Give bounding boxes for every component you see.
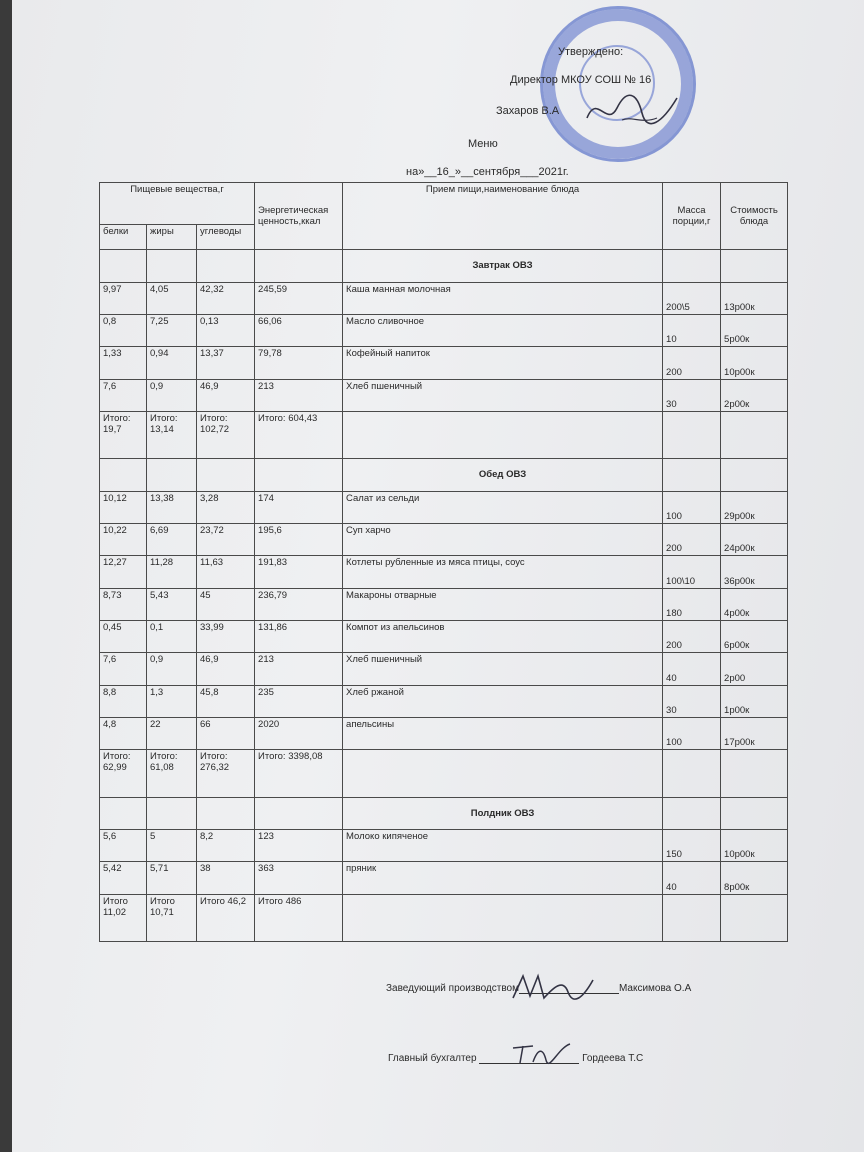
energy-cell: 195,6: [255, 523, 343, 555]
mass-cell: 40: [663, 653, 721, 685]
fat-cell: 13,38: [147, 491, 197, 523]
fat-cell: 11,28: [147, 556, 197, 588]
dish-cell: Хлеб пшеничный: [343, 379, 663, 411]
mass-cell: 200: [663, 347, 721, 379]
price-cell: 6р00к: [721, 620, 788, 652]
total-row: [100, 894, 788, 941]
price-cell: 10р00к: [721, 829, 788, 861]
mass-cell: 200: [663, 523, 721, 555]
carbs-cell: 46,9: [197, 379, 255, 411]
price-cell: 36р00к: [721, 556, 788, 588]
protein-cell: 1,33: [100, 347, 147, 379]
carbs-cell: 66: [197, 717, 255, 749]
manager-label: Заведующий производством: [386, 983, 519, 994]
price-cell: 8р00к: [721, 862, 788, 894]
table-row: [100, 379, 788, 411]
mass-cell: 100\10: [663, 556, 721, 588]
mass-cell: 100: [663, 717, 721, 749]
carbs-cell: 38: [197, 862, 255, 894]
total-energy: Итого: 604,43: [255, 411, 343, 458]
energy-cell: 79,78: [255, 347, 343, 379]
menu-date: на»__16_»__сентября___2021г.: [406, 166, 569, 178]
carbs-cell: 8,2: [197, 829, 255, 861]
total-energy: Итого 486: [255, 894, 343, 941]
dish-cell: Хлеб пшеничный: [343, 653, 663, 685]
energy-cell: 174: [255, 491, 343, 523]
price-cell: 4р00к: [721, 588, 788, 620]
carbs-cell: 3,28: [197, 491, 255, 523]
carbs-cell: 11,63: [197, 556, 255, 588]
carbs-cell: 45: [197, 588, 255, 620]
page-title: Меню: [468, 138, 498, 150]
col-carbs: углеводы: [197, 225, 255, 250]
carbs-cell: 0,13: [197, 314, 255, 346]
dish-cell: Суп харчо: [343, 523, 663, 555]
price-cell: 10р00к: [721, 347, 788, 379]
total-protein: Итого: 19,7: [100, 411, 147, 458]
fat-cell: 0,9: [147, 379, 197, 411]
col-fat: жиры: [147, 225, 197, 250]
col-protein: белки: [100, 225, 147, 250]
approved-label: Утверждено:: [558, 46, 624, 58]
energy-cell: 191,83: [255, 556, 343, 588]
col-energy: Энергетическая ценность,ккал: [255, 183, 343, 250]
col-nutrients: Пищевые вещества,г: [100, 183, 255, 225]
price-cell: 29р00к: [721, 491, 788, 523]
total-energy: Итого: 3398,08: [255, 750, 343, 797]
table-row: [100, 347, 788, 379]
protein-cell: 8,73: [100, 588, 147, 620]
mass-cell: 150: [663, 829, 721, 861]
table-row: [100, 314, 788, 346]
total-fat: Итого 10,71: [147, 894, 197, 941]
table-row: [100, 523, 788, 555]
accountant-signature: [508, 1038, 578, 1068]
table-row: [100, 685, 788, 717]
fat-cell: 0,9: [147, 653, 197, 685]
protein-cell: 7,6: [100, 653, 147, 685]
section-row: [100, 459, 788, 491]
total-fat: Итого: 13,14: [147, 411, 197, 458]
energy-cell: 131,86: [255, 620, 343, 652]
total-protein: Итого 11,02: [100, 894, 147, 941]
carbs-cell: 23,72: [197, 523, 255, 555]
energy-cell: 236,79: [255, 588, 343, 620]
energy-cell: 363: [255, 862, 343, 894]
protein-cell: 10,12: [100, 491, 147, 523]
table-row: [100, 282, 788, 314]
table-row: [100, 620, 788, 652]
price-cell: 1р00к: [721, 685, 788, 717]
protein-cell: 10,22: [100, 523, 147, 555]
fat-cell: 5: [147, 829, 197, 861]
protein-cell: 8,8: [100, 685, 147, 717]
energy-cell: 66,06: [255, 314, 343, 346]
carbs-cell: 45,8: [197, 685, 255, 717]
total-row: [100, 411, 788, 458]
mass-cell: 200: [663, 620, 721, 652]
fat-cell: 5,43: [147, 588, 197, 620]
dish-cell: Каша манная молочная: [343, 282, 663, 314]
table-row: [100, 588, 788, 620]
director-name: Захаров В.А: [496, 105, 560, 117]
col-dish: Прием пищи,наименование блюда: [343, 183, 663, 250]
col-price: Стоимость блюда: [721, 183, 788, 250]
director-title: Директор МКОУ СОШ № 16: [510, 74, 652, 86]
dish-cell: Кофейный напиток: [343, 347, 663, 379]
price-cell: 13р00к: [721, 282, 788, 314]
fat-cell: 7,25: [147, 314, 197, 346]
total-row: [100, 750, 788, 797]
section-title: Обед ОВЗ: [343, 459, 663, 491]
energy-cell: 2020: [255, 717, 343, 749]
accountant-label: Главный бухгалтер: [388, 1053, 477, 1064]
total-carbs: Итого: 276,32: [197, 750, 255, 797]
protein-cell: 9,97: [100, 282, 147, 314]
fat-cell: 22: [147, 717, 197, 749]
dish-cell: пряник: [343, 862, 663, 894]
mass-cell: 30: [663, 685, 721, 717]
protein-cell: 4,8: [100, 717, 147, 749]
protein-cell: 12,27: [100, 556, 147, 588]
energy-cell: 245,59: [255, 282, 343, 314]
dish-cell: апельсины: [343, 717, 663, 749]
col-mass: Масса порции,г: [663, 183, 721, 250]
menu-table: [99, 182, 788, 942]
table-row: [100, 653, 788, 685]
fat-cell: 0,1: [147, 620, 197, 652]
table-row: [100, 829, 788, 861]
total-carbs: Итого 46,2: [197, 894, 255, 941]
energy-cell: 213: [255, 379, 343, 411]
fat-cell: 4,05: [147, 282, 197, 314]
total-protein: Итого: 62,99: [100, 750, 147, 797]
dish-cell: Макароны отварные: [343, 588, 663, 620]
fat-cell: 1,3: [147, 685, 197, 717]
carbs-cell: 46,9: [197, 653, 255, 685]
price-cell: 2р00: [721, 653, 788, 685]
protein-cell: 7,6: [100, 379, 147, 411]
section-title: Завтрак ОВЗ: [343, 250, 663, 282]
section-title: Полдник ОВЗ: [343, 797, 663, 829]
table-row: [100, 862, 788, 894]
dish-cell: Котлеты рубленные из мяса птицы, соус: [343, 556, 663, 588]
section-row: [100, 797, 788, 829]
carbs-cell: 42,32: [197, 282, 255, 314]
energy-cell: 235: [255, 685, 343, 717]
carbs-cell: 13,37: [197, 347, 255, 379]
mass-cell: 200\5: [663, 282, 721, 314]
protein-cell: 5,42: [100, 862, 147, 894]
table-row: [100, 556, 788, 588]
mass-cell: 180: [663, 588, 721, 620]
carbs-cell: 33,99: [197, 620, 255, 652]
table-row: [100, 717, 788, 749]
dish-cell: Молоко кипяченое: [343, 829, 663, 861]
price-cell: 2р00к: [721, 379, 788, 411]
total-carbs: Итого: 102,72: [197, 411, 255, 458]
protein-cell: 0,8: [100, 314, 147, 346]
document-page: [12, 0, 864, 1152]
dish-cell: Масло сливочное: [343, 314, 663, 346]
section-row: [100, 250, 788, 282]
dish-cell: Компот из апельсинов: [343, 620, 663, 652]
mass-cell: 40: [663, 862, 721, 894]
price-cell: 24р00к: [721, 523, 788, 555]
price-cell: 17р00к: [721, 717, 788, 749]
dish-cell: Салат из сельди: [343, 491, 663, 523]
energy-cell: 123: [255, 829, 343, 861]
fat-cell: 5,71: [147, 862, 197, 894]
manager-signature: [508, 968, 598, 1008]
mass-cell: 100: [663, 491, 721, 523]
table-row: [100, 491, 788, 523]
energy-cell: 213: [255, 653, 343, 685]
total-fat: Итого: 61,08: [147, 750, 197, 797]
mass-cell: 10: [663, 314, 721, 346]
director-signature: [582, 88, 682, 133]
dish-cell: Хлеб ржаной: [343, 685, 663, 717]
protein-cell: 0,45: [100, 620, 147, 652]
fat-cell: 6,69: [147, 523, 197, 555]
manager-name: Максимова О.А: [618, 983, 692, 994]
accountant-name: Гордеева Т.С: [582, 1053, 644, 1064]
protein-cell: 5,6: [100, 829, 147, 861]
mass-cell: 30: [663, 379, 721, 411]
price-cell: 5р00к: [721, 314, 788, 346]
fat-cell: 0,94: [147, 347, 197, 379]
